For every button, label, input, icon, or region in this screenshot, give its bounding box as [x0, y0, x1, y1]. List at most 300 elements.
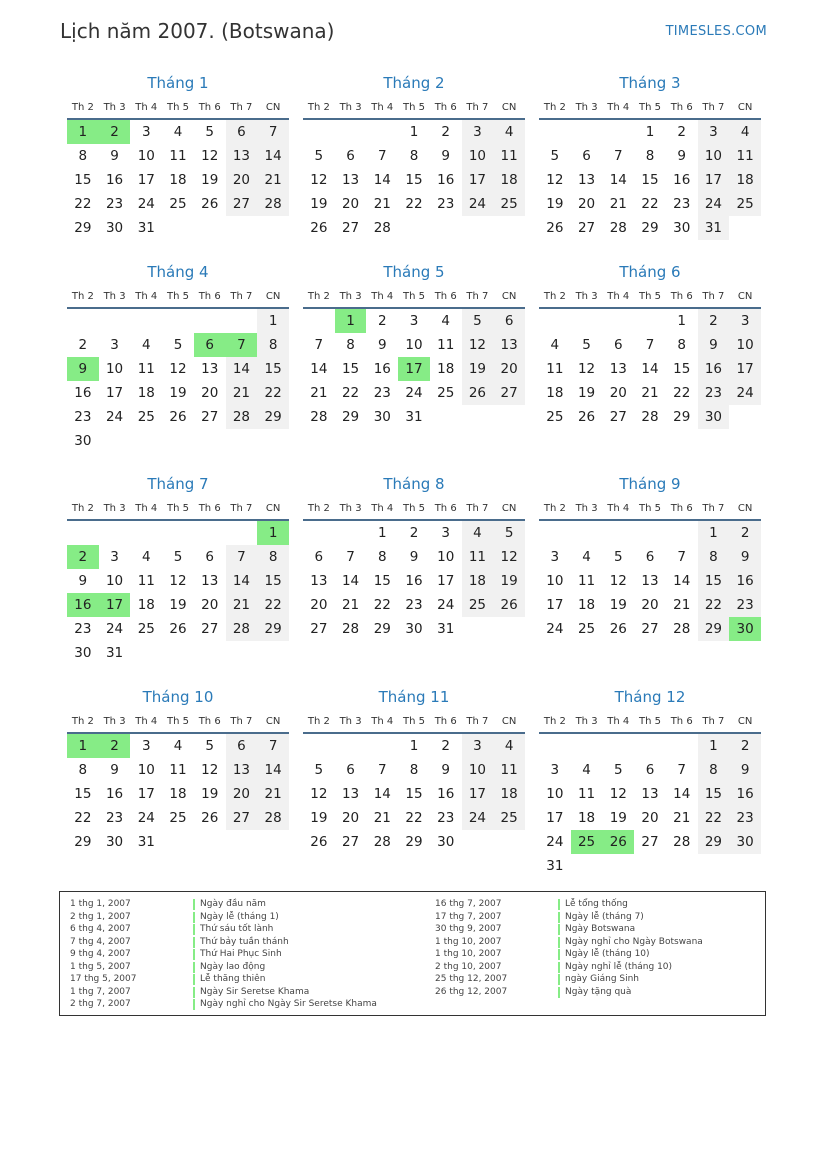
- day-cell: 19: [310, 196, 328, 212]
- day-cell: 14: [641, 361, 659, 377]
- weekend-day-cell: 20: [226, 782, 258, 806]
- month-block: [539, 687, 761, 878]
- day-cell: 31: [437, 621, 455, 637]
- month-block: [67, 262, 289, 453]
- weekend-day-cell: 22: [257, 593, 289, 617]
- day-cell: 17: [546, 597, 564, 613]
- day-cell: 12: [169, 573, 187, 589]
- weekday-header: [303, 713, 525, 730]
- day-cell: 14: [373, 172, 391, 188]
- empty-cell: [571, 309, 603, 333]
- weekend-day-cell: 3: [698, 120, 730, 144]
- weekday-label: Th 6: [670, 291, 693, 302]
- holiday-day-cell: 17: [99, 593, 131, 617]
- day-cell: 2: [377, 313, 387, 329]
- day-grid: [67, 309, 289, 453]
- legend-color-marker: [193, 962, 195, 973]
- empty-cell: [602, 309, 634, 333]
- weekday-label: Th 3: [103, 291, 126, 302]
- day-cell: 11: [169, 762, 187, 778]
- weekday-label: Th 6: [198, 102, 221, 113]
- day-cell: 9: [677, 148, 686, 164]
- day-cell: 29: [405, 834, 423, 850]
- day-cell: 11: [169, 148, 187, 164]
- day-cell: 13: [577, 172, 596, 188]
- legend-date: 1 thg 10, 2007: [435, 936, 502, 947]
- day-cell: 14: [673, 573, 691, 589]
- weekend-day-cell: 29: [698, 617, 730, 641]
- weekend-day-cell: 12: [493, 545, 525, 569]
- weekday-label: Th 5: [166, 716, 189, 727]
- holiday-day-cell: 2: [67, 545, 99, 569]
- day-cell: 25: [546, 409, 564, 425]
- day-cell: 22: [373, 597, 391, 613]
- weekend-day-cell: 11: [493, 758, 525, 782]
- day-cell: 30: [105, 834, 124, 850]
- day-cell: 6: [613, 337, 623, 353]
- day-cell: 27: [341, 834, 360, 850]
- legend-column-left: [70, 898, 377, 1011]
- weekend-day-cell: 1: [698, 734, 730, 758]
- month-block: [67, 687, 289, 854]
- weekend-day-cell: 2: [698, 309, 730, 333]
- weekend-day-cell: 25: [462, 593, 494, 617]
- empty-cell: [303, 309, 335, 333]
- day-cell: 31: [137, 220, 155, 236]
- legend-item: [70, 961, 377, 974]
- day-cell: 27: [341, 220, 360, 236]
- weekend-day-cell: 28: [257, 806, 289, 830]
- weekend-day-cell: 10: [462, 144, 494, 168]
- legend-item: [435, 961, 703, 974]
- month-block: [539, 474, 761, 641]
- weekday-label: Th 6: [198, 503, 221, 514]
- legend-item: [70, 998, 377, 1011]
- day-cell: 6: [582, 148, 591, 164]
- day-cell: 23: [373, 385, 391, 401]
- weekend-day-cell: 18: [729, 168, 761, 192]
- weekday-label: Th 2: [71, 102, 94, 113]
- weekday-label: Th 5: [166, 503, 189, 514]
- weekend-day-cell: 7: [226, 545, 258, 569]
- day-cell: 28: [609, 220, 627, 236]
- day-cell: 5: [205, 738, 214, 754]
- month-title: Tháng 11: [378, 688, 450, 706]
- legend-holiday-name: Ngày lao động: [200, 961, 266, 972]
- site-link[interactable]: TIMESLES.COM: [665, 24, 767, 39]
- empty-cell: [226, 309, 258, 333]
- day-cell: 13: [341, 786, 360, 802]
- weekday-label: Th 7: [702, 716, 725, 727]
- weekday-label: Th 5: [638, 291, 661, 302]
- empty-cell: [335, 521, 367, 545]
- weekend-day-cell: 15: [257, 357, 289, 381]
- month-title: Tháng 12: [614, 688, 686, 706]
- empty-cell: [571, 120, 603, 144]
- day-cell: 15: [341, 361, 360, 377]
- day-cell: 8: [409, 148, 419, 164]
- day-cell: 19: [609, 810, 627, 826]
- weekend-day-cell: 21: [226, 381, 258, 405]
- legend-holiday-name: ngày Giáng Sinh: [565, 974, 640, 984]
- day-cell: 20: [609, 385, 627, 401]
- legend-holiday-name: Ngày nghỉ lễ (tháng 10): [565, 961, 673, 972]
- weekend-day-cell: 9: [729, 758, 761, 782]
- month-block: [303, 73, 525, 240]
- day-grid: [67, 120, 289, 240]
- weekday-header: [539, 99, 761, 116]
- legend-date: 17 thg 7, 2007: [435, 911, 502, 922]
- month-title: Tháng 6: [619, 263, 681, 281]
- weekday-header: [67, 288, 289, 305]
- day-cell: 7: [677, 762, 686, 778]
- month-title: Tháng 4: [147, 263, 209, 281]
- legend-item: [70, 923, 377, 936]
- day-cell: 8: [409, 762, 419, 778]
- weekend-day-cell: 17: [729, 357, 761, 381]
- weekday-label: Th 6: [434, 716, 457, 727]
- day-cell: 13: [609, 361, 627, 377]
- weekday-label: Th 2: [307, 716, 330, 727]
- legend-date: 9 thg 4, 2007: [70, 949, 131, 959]
- weekday-label: CN: [737, 102, 753, 113]
- day-cell: 22: [405, 810, 423, 826]
- legend-holiday-name: Ngày Botswana: [565, 924, 636, 934]
- day-cell: 26: [310, 834, 328, 850]
- holiday-day-cell: 2: [99, 120, 131, 144]
- day-cell: 15: [405, 172, 423, 188]
- day-cell: 5: [613, 762, 623, 778]
- weekday-label: Th 3: [575, 102, 598, 113]
- legend-item: [435, 973, 703, 986]
- weekend-day-cell: 17: [698, 168, 730, 192]
- day-cell: 23: [673, 196, 691, 212]
- legend-color-marker: [193, 949, 195, 960]
- day-cell: 21: [673, 597, 691, 613]
- weekday-label: Th 7: [702, 503, 725, 514]
- weekday-label: Th 6: [670, 102, 693, 113]
- weekday-label: Th 6: [198, 716, 221, 727]
- weekend-day-cell: 29: [698, 830, 730, 854]
- weekday-label: Th 7: [230, 102, 253, 113]
- legend-date: 1 thg 1, 2007: [70, 899, 131, 909]
- weekday-label: CN: [737, 291, 753, 302]
- month-title: Tháng 8: [383, 475, 445, 493]
- weekend-day-cell: 23: [698, 381, 730, 405]
- weekend-day-cell: 16: [729, 782, 761, 806]
- month-title: Tháng 7: [147, 475, 209, 493]
- day-cell: 16: [673, 172, 691, 188]
- day-cell: 28: [673, 834, 691, 850]
- weekday-label: Th 2: [71, 291, 94, 302]
- weekday-label: Th 2: [543, 503, 566, 514]
- day-cell: 24: [105, 409, 124, 425]
- weekend-day-cell: 26: [493, 593, 525, 617]
- day-cell: 18: [577, 597, 596, 613]
- day-cell: 9: [78, 573, 88, 589]
- day-cell: 18: [577, 810, 596, 826]
- empty-cell: [539, 734, 571, 758]
- empty-cell: [99, 521, 131, 545]
- legend-date: 2 thg 7, 2007: [70, 999, 131, 1009]
- weekday-header: [539, 500, 761, 517]
- empty-cell: [602, 521, 634, 545]
- weekday-label: Th 2: [543, 102, 566, 113]
- legend-date: 7 thg 4, 2007: [70, 936, 131, 947]
- weekend-day-cell: 2: [729, 734, 761, 758]
- weekend-day-cell: 15: [698, 569, 730, 593]
- weekend-day-cell: 10: [462, 758, 494, 782]
- day-cell: 6: [346, 148, 355, 164]
- holiday-day-cell: 16: [67, 593, 99, 617]
- day-cell: 28: [673, 621, 691, 637]
- weekday-label: Th 4: [607, 716, 630, 727]
- holiday-day-cell: 7: [226, 333, 258, 357]
- weekday-label: Th 2: [543, 716, 566, 727]
- day-cell: 17: [137, 172, 155, 188]
- holiday-day-cell: 1: [335, 309, 367, 333]
- empty-cell: [130, 309, 162, 333]
- day-cell: 23: [437, 810, 455, 826]
- weekend-day-cell: 16: [698, 357, 730, 381]
- weekend-day-cell: 19: [493, 569, 525, 593]
- day-cell: 29: [74, 220, 92, 236]
- day-cell: 16: [437, 172, 455, 188]
- weekend-day-cell: 29: [257, 405, 289, 429]
- day-cell: 22: [74, 196, 92, 212]
- day-cell: 17: [137, 786, 155, 802]
- day-cell: 22: [641, 196, 659, 212]
- day-cell: 19: [169, 385, 187, 401]
- legend-item: [70, 986, 377, 999]
- day-cell: 9: [377, 337, 387, 353]
- day-cell: 23: [105, 196, 124, 212]
- day-cell: 30: [105, 220, 124, 236]
- day-cell: 20: [310, 597, 328, 613]
- day-cell: 13: [310, 573, 328, 589]
- legend-item: [435, 936, 703, 949]
- day-cell: 10: [405, 337, 423, 353]
- day-cell: 22: [405, 196, 423, 212]
- weekend-day-cell: 4: [493, 120, 525, 144]
- legend-holiday-name: Ngày nghỉ cho Ngày Botswana: [565, 936, 703, 947]
- day-grid: [539, 309, 761, 429]
- day-cell: 15: [405, 786, 423, 802]
- day-cell: 26: [201, 810, 219, 826]
- day-grid: [303, 734, 525, 854]
- day-cell: 21: [373, 810, 391, 826]
- weekday-label: CN: [265, 503, 281, 514]
- day-cell: 23: [437, 196, 455, 212]
- day-cell: 23: [74, 621, 92, 637]
- day-cell: 18: [169, 786, 187, 802]
- day-cell: 21: [310, 385, 328, 401]
- day-cell: 26: [609, 621, 627, 637]
- day-cell: 13: [641, 786, 659, 802]
- day-cell: 14: [373, 786, 391, 802]
- legend-item: [435, 898, 703, 911]
- weekend-day-cell: 25: [729, 192, 761, 216]
- weekday-label: Th 6: [670, 716, 693, 727]
- day-cell: 26: [169, 409, 187, 425]
- day-cell: 11: [546, 361, 564, 377]
- day-cell: 13: [201, 573, 219, 589]
- day-cell: 6: [205, 549, 214, 565]
- weekday-label: Th 5: [166, 102, 189, 113]
- day-cell: 11: [577, 573, 596, 589]
- day-grid: [67, 734, 289, 854]
- legend-holiday-name: Ngày Sir Seretse Khama: [200, 986, 310, 997]
- weekend-day-cell: 24: [462, 806, 494, 830]
- empty-cell: [539, 120, 571, 144]
- weekend-day-cell: 17: [462, 782, 494, 806]
- page-title: Lịch năm 2007. (Botswana): [60, 19, 335, 43]
- day-cell: 26: [201, 196, 219, 212]
- day-cell: 25: [577, 621, 596, 637]
- weekday-label: Th 3: [103, 503, 126, 514]
- legend-color-marker: [193, 999, 195, 1010]
- day-cell: 30: [673, 220, 691, 236]
- day-cell: 15: [74, 172, 92, 188]
- weekend-day-cell: 28: [257, 192, 289, 216]
- day-cell: 12: [310, 786, 328, 802]
- weekend-day-cell: 2: [729, 521, 761, 545]
- month-block: [67, 73, 289, 240]
- day-cell: 2: [78, 337, 88, 353]
- day-cell: 31: [546, 858, 564, 874]
- weekday-header: [539, 288, 761, 305]
- day-cell: 28: [341, 621, 360, 637]
- day-cell: 20: [341, 196, 360, 212]
- legend-holiday-name: Thứ bảy tuần thánh: [200, 936, 289, 947]
- weekday-label: Th 4: [371, 102, 394, 113]
- weekend-day-cell: 21: [226, 593, 258, 617]
- day-cell: 10: [137, 762, 155, 778]
- weekday-label: Th 6: [434, 102, 457, 113]
- day-cell: 1: [409, 738, 419, 754]
- legend-color-marker: [558, 912, 560, 923]
- day-cell: 5: [173, 549, 183, 565]
- day-cell: 11: [137, 361, 155, 377]
- weekday-label: CN: [737, 716, 753, 727]
- month-title: Tháng 3: [619, 74, 681, 92]
- weekday-label: Th 3: [575, 716, 598, 727]
- day-cell: 26: [310, 220, 328, 236]
- weekend-day-cell: 9: [698, 333, 730, 357]
- weekend-day-cell: 10: [698, 144, 730, 168]
- weekday-label: Th 3: [103, 102, 126, 113]
- day-cell: 3: [550, 549, 560, 565]
- day-cell: 12: [577, 361, 596, 377]
- month-block: [303, 687, 525, 854]
- day-cell: 29: [673, 409, 691, 425]
- legend-item: [70, 973, 377, 986]
- weekend-day-cell: 21: [257, 168, 289, 192]
- weekend-day-cell: 4: [462, 521, 494, 545]
- day-cell: 5: [205, 124, 214, 140]
- legend-date: 30 thg 9, 2007: [435, 924, 502, 934]
- day-cell: 29: [641, 220, 659, 236]
- legend-color-marker: [193, 937, 195, 948]
- weekday-header: [303, 500, 525, 517]
- holiday-day-cell: 1: [67, 120, 99, 144]
- day-cell: 16: [105, 786, 124, 802]
- day-cell: 8: [78, 762, 88, 778]
- day-cell: 11: [137, 573, 155, 589]
- legend-date: 26 thg 12, 2007: [435, 986, 508, 997]
- day-cell: 3: [141, 124, 151, 140]
- day-cell: 28: [373, 834, 391, 850]
- holiday-day-cell: 9: [67, 357, 99, 381]
- day-cell: 9: [441, 762, 450, 778]
- weekday-label: Th 4: [371, 291, 394, 302]
- day-cell: 17: [105, 385, 124, 401]
- day-cell: 9: [110, 762, 119, 778]
- legend-date: 17 thg 5, 2007: [70, 974, 137, 984]
- weekend-day-cell: 4: [729, 120, 761, 144]
- empty-cell: [130, 521, 162, 545]
- day-cell: 4: [582, 549, 591, 565]
- legend-color-marker: [193, 899, 195, 910]
- weekend-day-cell: 28: [226, 405, 258, 429]
- day-cell: 16: [373, 361, 391, 377]
- weekday-label: Th 2: [71, 716, 94, 727]
- empty-cell: [366, 120, 398, 144]
- empty-cell: [303, 120, 335, 144]
- holiday-day-cell: 6: [194, 333, 226, 357]
- weekend-day-cell: 23: [729, 806, 761, 830]
- day-cell: 23: [105, 810, 124, 826]
- day-cell: 5: [173, 337, 183, 353]
- weekend-day-cell: 17: [462, 168, 494, 192]
- day-cell: 15: [641, 172, 659, 188]
- weekend-day-cell: 6: [226, 120, 258, 144]
- day-cell: 27: [201, 409, 219, 425]
- day-cell: 7: [346, 549, 355, 565]
- month-block: [303, 262, 525, 429]
- weekday-label: Th 2: [307, 291, 330, 302]
- weekday-label: Th 3: [103, 716, 126, 727]
- weekend-day-cell: 11: [493, 144, 525, 168]
- day-cell: 14: [673, 786, 691, 802]
- day-cell: 25: [169, 196, 187, 212]
- day-cell: 23: [74, 409, 92, 425]
- weekend-day-cell: 21: [257, 782, 289, 806]
- weekend-day-cell: 27: [226, 192, 258, 216]
- empty-cell: [634, 309, 666, 333]
- day-cell: 24: [437, 597, 455, 613]
- legend-holiday-name: Thứ Hai Phục Sinh: [200, 949, 282, 959]
- weekend-day-cell: 6: [226, 734, 258, 758]
- weekend-day-cell: 26: [462, 381, 494, 405]
- weekday-header: [539, 713, 761, 730]
- weekend-day-cell: 24: [729, 381, 761, 405]
- day-cell: 3: [441, 525, 450, 541]
- day-cell: 13: [201, 361, 219, 377]
- month-title: Tháng 10: [142, 688, 214, 706]
- empty-cell: [634, 734, 666, 758]
- weekday-label: Th 7: [466, 716, 489, 727]
- legend-date: 2 thg 1, 2007: [70, 911, 131, 922]
- day-cell: 4: [173, 738, 183, 754]
- holiday-day-cell: 2: [99, 734, 131, 758]
- weekday-label: Th 5: [402, 102, 425, 113]
- day-cell: 26: [546, 220, 564, 236]
- month-title: Tháng 5: [383, 263, 445, 281]
- weekend-day-cell: 7: [257, 120, 289, 144]
- weekday-label: Th 3: [339, 291, 362, 302]
- day-cell: 30: [74, 433, 92, 449]
